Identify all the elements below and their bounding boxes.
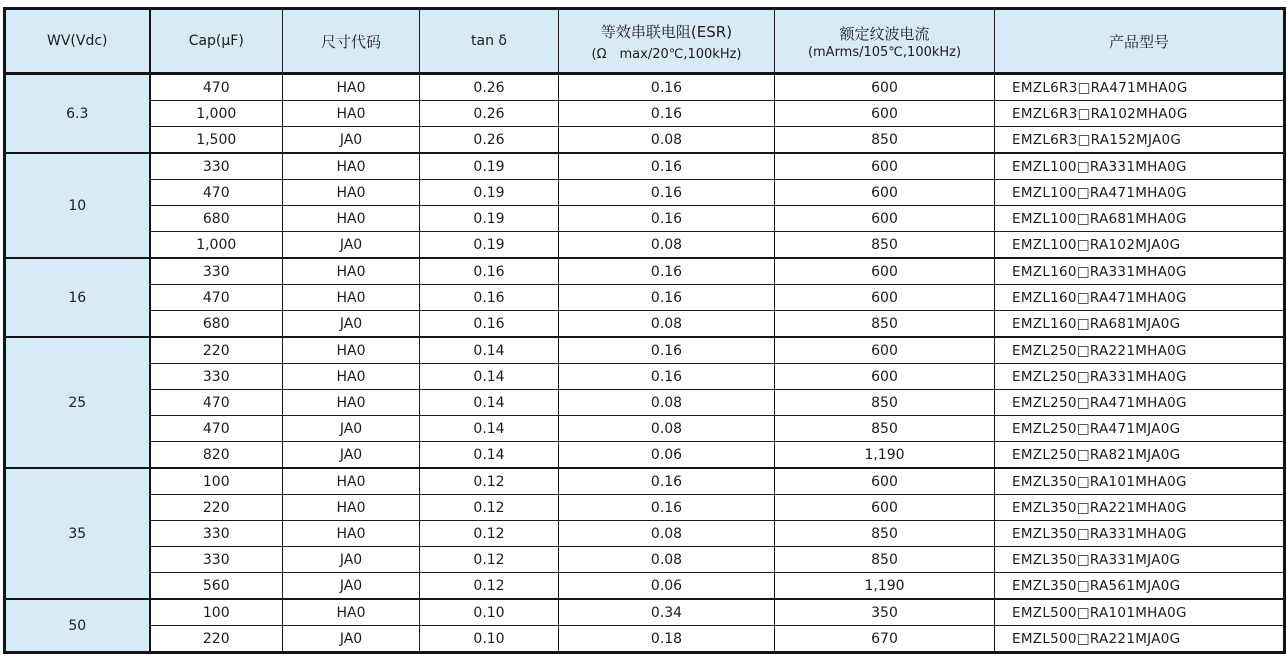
ripple-current-cell: 850: [775, 311, 995, 338]
cap-cell: 680: [150, 311, 283, 338]
header-row: [5, 9, 1285, 74]
ripple-current-cell: 600: [775, 337, 995, 364]
cap-cell: 470: [150, 416, 283, 442]
tan-delta-cell: 0.12: [420, 547, 559, 573]
esr-cell: 0.08: [559, 390, 775, 416]
wv-cell: 16: [5, 258, 150, 337]
table-row: [5, 153, 1285, 180]
tan-delta-cell: 0.12: [420, 521, 559, 547]
cap-cell: 100: [150, 468, 283, 495]
size-code-cell: HA0: [283, 468, 420, 495]
cap-cell: 220: [150, 337, 283, 364]
table-row: [5, 180, 1285, 206]
ripple-current-cell: 600: [775, 285, 995, 311]
tan-delta-cell: 0.14: [420, 390, 559, 416]
size-code-cell: HA0: [283, 337, 420, 364]
part-number-cell: EMZL500□RA221MJA0G: [995, 626, 1285, 653]
ripple-current-cell: 600: [775, 495, 995, 521]
tan-delta-cell: 0.26: [420, 101, 559, 127]
tan-delta-cell: 0.14: [420, 442, 559, 469]
table-row: [5, 101, 1285, 127]
tan-delta-cell: 0.19: [420, 180, 559, 206]
size-code-cell: HA0: [283, 390, 420, 416]
size-code-cell: HA0: [283, 599, 420, 626]
table-row: [5, 416, 1285, 442]
wv-cell: 10: [5, 153, 150, 258]
ripple-current-cell: 600: [775, 206, 995, 232]
cap-cell: 1,000: [150, 232, 283, 259]
size-code-cell: JA0: [283, 416, 420, 442]
header-esr: [559, 9, 775, 74]
part-number-cell: EMZL350□RA221MHA0G: [995, 495, 1285, 521]
table-row: [5, 547, 1285, 573]
tan-delta-cell: 0.10: [420, 599, 559, 626]
size-code-cell: HA0: [283, 521, 420, 547]
size-code-cell: JA0: [283, 232, 420, 259]
table-row: [5, 127, 1285, 154]
wv-cell: 50: [5, 599, 150, 653]
esr-cell: 0.16: [559, 364, 775, 390]
cap-cell: 100: [150, 599, 283, 626]
ripple-current-cell: 850: [775, 232, 995, 259]
header-part-number: 产品型号: [995, 9, 1285, 74]
ripple-current-cell: 850: [775, 416, 995, 442]
size-code-cell: HA0: [283, 74, 420, 101]
tan-delta-cell: 0.10: [420, 626, 559, 653]
spec-table-header: [5, 9, 1285, 74]
esr-cell: 0.16: [559, 285, 775, 311]
esr-cell: 0.06: [559, 573, 775, 600]
esr-cell: 0.16: [559, 153, 775, 180]
table-row: [5, 442, 1285, 469]
part-number-cell: EMZL350□RA561MJA0G: [995, 573, 1285, 600]
tan-delta-cell: 0.26: [420, 74, 559, 101]
wv-cell: 6.3: [5, 74, 150, 154]
header-ripple-current: [775, 9, 995, 74]
esr-cell: 0.16: [559, 468, 775, 495]
size-code-cell: HA0: [283, 206, 420, 232]
size-code-cell: HA0: [283, 258, 420, 285]
esr-cell: 0.16: [559, 180, 775, 206]
part-number-cell: EMZL350□RA331MHA0G: [995, 521, 1285, 547]
header-size-code: 尺寸代码: [283, 9, 420, 74]
tan-delta-cell: 0.14: [420, 416, 559, 442]
ripple-current-cell: 600: [775, 153, 995, 180]
part-number-cell: EMZL6R3□RA471MHA0G: [995, 74, 1285, 101]
tan-delta-cell: 0.19: [420, 206, 559, 232]
tan-delta-cell: 0.14: [420, 337, 559, 364]
esr-cell: 0.08: [559, 311, 775, 338]
part-number-cell: EMZL350□RA331MJA0G: [995, 547, 1285, 573]
table-row: [5, 495, 1285, 521]
part-number-cell: EMZL160□RA681MJA0G: [995, 311, 1285, 338]
table-row: [5, 599, 1285, 626]
part-number-cell: EMZL160□RA471MHA0G: [995, 285, 1285, 311]
size-code-cell: HA0: [283, 101, 420, 127]
cap-cell: 470: [150, 180, 283, 206]
size-code-cell: HA0: [283, 285, 420, 311]
tan-delta-cell: 0.26: [420, 127, 559, 154]
tan-delta-cell: 0.16: [420, 258, 559, 285]
ripple-current-cell: 1,190: [775, 442, 995, 469]
header-wv: WV(Vdc): [5, 9, 150, 74]
esr-cell: 0.08: [559, 547, 775, 573]
size-code-cell: HA0: [283, 180, 420, 206]
esr-cell: 0.16: [559, 74, 775, 101]
tan-delta-cell: 0.19: [420, 232, 559, 259]
table-row: [5, 311, 1285, 338]
header-ripple-line2: (mArms/105℃,100kHz): [807, 44, 962, 60]
part-number-cell: EMZL250□RA821MJA0G: [995, 442, 1285, 469]
part-number-cell: EMZL100□RA471MHA0G: [995, 180, 1285, 206]
cap-cell: 330: [150, 521, 283, 547]
table-row: [5, 468, 1285, 495]
tan-delta-cell: 0.16: [420, 311, 559, 338]
tan-delta-cell: 0.12: [420, 468, 559, 495]
tan-delta-cell: 0.16: [420, 285, 559, 311]
tan-delta-cell: 0.12: [420, 573, 559, 600]
ripple-current-cell: 600: [775, 101, 995, 127]
size-code-cell: HA0: [283, 495, 420, 521]
size-code-cell: JA0: [283, 626, 420, 653]
esr-cell: 0.16: [559, 495, 775, 521]
size-code-cell: JA0: [283, 311, 420, 338]
table-row: [5, 364, 1285, 390]
part-number-cell: EMZL250□RA471MJA0G: [995, 416, 1285, 442]
wv-cell: 35: [5, 468, 150, 599]
esr-cell: 0.18: [559, 626, 775, 653]
ripple-current-cell: 600: [775, 468, 995, 495]
ripple-current-cell: 600: [775, 74, 995, 101]
cap-cell: 330: [150, 547, 283, 573]
cap-cell: 820: [150, 442, 283, 469]
cap-cell: 470: [150, 390, 283, 416]
table-row: [5, 285, 1285, 311]
cap-cell: 560: [150, 573, 283, 600]
header-ripple-line1: 额定纹波电流: [839, 24, 930, 43]
esr-cell: 0.16: [559, 337, 775, 364]
cap-cell: 330: [150, 258, 283, 285]
part-number-cell: EMZL160□RA331MHA0G: [995, 258, 1285, 285]
ripple-current-cell: 350: [775, 599, 995, 626]
cap-cell: 330: [150, 153, 283, 180]
part-number-cell: EMZL6R3□RA152MJA0G: [995, 127, 1285, 154]
table-row: [5, 232, 1285, 259]
table-row: [5, 573, 1285, 600]
size-code-cell: JA0: [283, 547, 420, 573]
header-esr-line1: 等效串联电阻(ESR): [600, 22, 733, 41]
part-number-cell: EMZL250□RA331MHA0G: [995, 364, 1285, 390]
ripple-current-cell: 600: [775, 258, 995, 285]
table-row: [5, 521, 1285, 547]
table-row: [5, 390, 1285, 416]
ripple-current-cell: 670: [775, 626, 995, 653]
part-number-cell: EMZL250□RA471MHA0G: [995, 390, 1285, 416]
tan-delta-cell: 0.19: [420, 153, 559, 180]
esr-cell: 0.06: [559, 442, 775, 469]
part-number-cell: EMZL100□RA331MHA0G: [995, 153, 1285, 180]
tan-delta-cell: 0.14: [420, 364, 559, 390]
header-cap: Cap(μF): [150, 9, 283, 74]
ripple-current-cell: 850: [775, 521, 995, 547]
part-number-cell: EMZL100□RA102MJA0G: [995, 232, 1285, 259]
cap-cell: 1,500: [150, 127, 283, 154]
wv-cell: 25: [5, 337, 150, 468]
table-row: [5, 74, 1285, 101]
part-number-cell: EMZL100□RA681MHA0G: [995, 206, 1285, 232]
size-code-cell: HA0: [283, 153, 420, 180]
part-number-cell: EMZL500□RA101MHA0G: [995, 599, 1285, 626]
cap-cell: 220: [150, 495, 283, 521]
table-row: [5, 337, 1285, 364]
ripple-current-cell: 850: [775, 390, 995, 416]
esr-cell: 0.16: [559, 258, 775, 285]
esr-cell: 0.08: [559, 127, 775, 154]
size-code-cell: JA0: [283, 442, 420, 469]
size-code-cell: HA0: [283, 364, 420, 390]
table-row: [5, 206, 1285, 232]
spec-table: [3, 7, 1286, 654]
part-number-cell: EMZL350□RA101MHA0G: [995, 468, 1285, 495]
esr-cell: 0.16: [559, 206, 775, 232]
header-tan-delta: tan δ: [420, 9, 559, 74]
cap-cell: 470: [150, 74, 283, 101]
cap-cell: 1,000: [150, 101, 283, 127]
esr-cell: 0.16: [559, 101, 775, 127]
ripple-current-cell: 850: [775, 127, 995, 154]
esr-cell: 0.08: [559, 232, 775, 259]
ripple-current-cell: 600: [775, 364, 995, 390]
cap-cell: 680: [150, 206, 283, 232]
size-code-cell: JA0: [283, 127, 420, 154]
esr-cell: 0.08: [559, 521, 775, 547]
esr-cell: 0.34: [559, 599, 775, 626]
esr-cell: 0.08: [559, 416, 775, 442]
spec-table-body: [5, 74, 1285, 653]
ripple-current-cell: 600: [775, 180, 995, 206]
ripple-current-cell: 850: [775, 547, 995, 573]
cap-cell: 220: [150, 626, 283, 653]
ripple-current-cell: 1,190: [775, 573, 995, 600]
table-row: [5, 258, 1285, 285]
tan-delta-cell: 0.12: [420, 495, 559, 521]
header-esr-line2: (Ω max/20℃,100kHz): [591, 46, 742, 62]
part-number-cell: EMZL6R3□RA102MHA0G: [995, 101, 1285, 127]
table-row: [5, 626, 1285, 653]
cap-cell: 470: [150, 285, 283, 311]
cap-cell: 330: [150, 364, 283, 390]
part-number-cell: EMZL250□RA221MHA0G: [995, 337, 1285, 364]
size-code-cell: JA0: [283, 573, 420, 600]
